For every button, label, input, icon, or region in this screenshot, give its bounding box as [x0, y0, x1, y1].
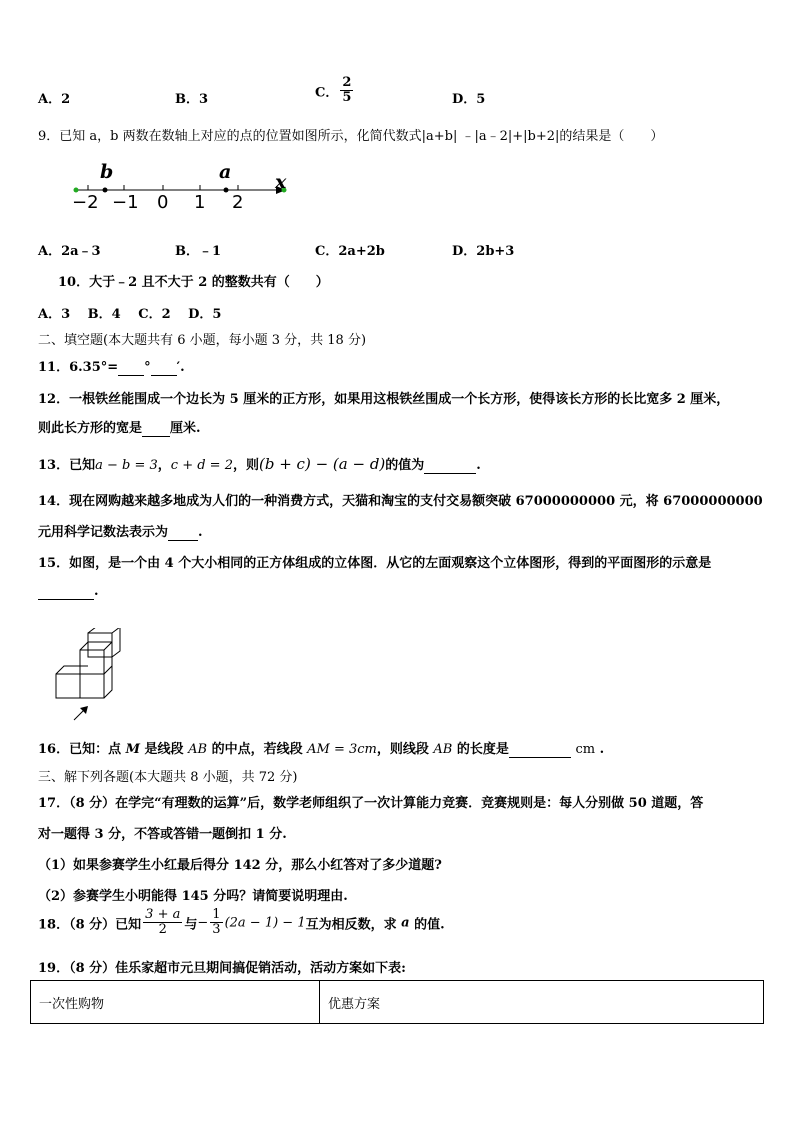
q13: 13．已知a − b = 3，c + d = 2，则(b + c) − (a − d)的值为 . — [38, 455, 481, 473]
point-a-label: a — [219, 161, 232, 183]
axis-x-label: x — [275, 171, 287, 193]
q9-option-a: A．2a﹣3 — [38, 244, 101, 259]
q14-line-1: 14．现在网购越来越多地成为人们的一种消费方式，天猫和淘宝的支付交易额突破 67000000000 元，将 67000000000 — [38, 494, 763, 509]
tick-label: 0 — [157, 192, 169, 213]
tick-label: −2 — [72, 192, 99, 213]
q15-line-1: 15．如图，是一个由 4 个大小相同的正方体组成的立体图．从它的左面观察这个立体图形，得到的平面图形的示意是 — [38, 556, 712, 571]
table-header-row — [31, 981, 764, 1024]
q16: 16．已知：点 M 是线段 AB 的中点，若线段 AM = 3cm，则线段 AB 的长度是 cm . — [38, 742, 605, 757]
table-header-cell: 一次性购物 — [31, 981, 320, 1024]
tick-label: −1 — [112, 192, 139, 213]
q8-option-d: D．5 — [452, 92, 486, 107]
tick-label: 2 — [232, 192, 244, 213]
answer-blank — [151, 360, 177, 376]
q17-line-1: 17．（8 分）在学完“有理数的运算”后，数学老师组织了一次计算能力竞赛．竞赛规则是：每人分别做 50 道题，答 — [38, 796, 704, 811]
q8-option-c: C． $\frac{2}{5}$ — [315, 75, 352, 106]
q18: 18．（8 分）已知 $\frac{3 + a}{2}$ 与− $\frac{1}{3}$ (2a − 1) − 1互为相反数，求 a 的值. — [38, 907, 445, 938]
q15-line-2: . — [38, 584, 99, 600]
q9-option-d: D．2b+3 — [452, 244, 515, 259]
q14-line-2: 元用科学记数法表示为 . — [38, 525, 203, 540]
q10-stem: 10．大于﹣2 且不大于 2 的整数共有（ ） — [58, 275, 329, 290]
answer-blank — [424, 458, 476, 474]
q17-sub-1: （1）如果参赛学生小红最后得分 142 分，那么小红答对了多少道题? — [38, 858, 442, 873]
point-a-dot — [224, 188, 229, 193]
view-direction-arrow-icon — [74, 706, 88, 720]
answer-blank — [509, 742, 571, 758]
q10-options: A．3 B．4 C．2 D．5 — [38, 307, 222, 322]
q12-line-1: 12．一根铁丝能围成一个边长为 5 厘米的正方形，如果用这根铁丝围成一个长方形，使得该长方形的长比宽多 2 厘米， — [38, 392, 730, 407]
q13-expr-1: a − b = 3 — [95, 458, 158, 473]
q8-option-b: B．3 — [175, 92, 209, 107]
tick-label: 1 — [194, 192, 206, 213]
answer-blank — [168, 525, 198, 541]
q17-sub-2: （2）参赛学生小明能得 145 分吗？请简要说明理由. — [38, 889, 348, 904]
point-b-label: b — [100, 161, 114, 183]
q12-line-2: 则此长方形的宽是 厘米. — [38, 421, 201, 436]
section-3-heading: 三、解下列各题(本大题共 8 小题，共 72 分) — [38, 770, 298, 785]
q9-option-c: C．2a+2b — [315, 244, 385, 259]
q18-fraction-1: $\frac{3 + a}{2}$ — [145, 907, 181, 938]
point-b-dot — [103, 188, 108, 193]
q18-fraction-2: $\frac{1}{3}$ — [212, 907, 221, 938]
cube-figure — [50, 628, 130, 724]
q13-expr-3: (b + c) − (a − d) — [259, 455, 386, 473]
number-line-figure — [68, 158, 298, 213]
q17-line-2: 对一题得 3 分，不答或答错一题倒扣 1 分. — [38, 827, 287, 842]
answer-blank — [142, 421, 170, 437]
answer-blank — [38, 584, 94, 600]
q9-option-b: B．﹣1 — [175, 244, 222, 259]
q8-option-a: A．2 — [38, 92, 71, 107]
promotion-table — [30, 980, 764, 1024]
q19-stem: 19．（8 分）佳乐家超市元旦期间搞促销活动，活动方案如下表: — [38, 961, 406, 976]
section-2-heading: 二、填空题(本大题共有 6 小题，每小题 3 分，共 18 分) — [38, 333, 367, 348]
answer-blank — [118, 360, 144, 376]
q13-expr-2: c + d = 2 — [170, 458, 233, 473]
q8-option-c-fraction: $\frac{2}{5}$ — [342, 75, 352, 106]
q11: 11．6.35°= ° ′. — [38, 360, 185, 375]
q9-stem: 9．已知 a，b 两数在数轴上对应的点的位置如图所示，化简代数式|a+b| ﹣|a﹣2|+|b+2|的结果是（ ） — [38, 129, 664, 144]
table-header-cell: 优惠方案 — [320, 981, 764, 1024]
